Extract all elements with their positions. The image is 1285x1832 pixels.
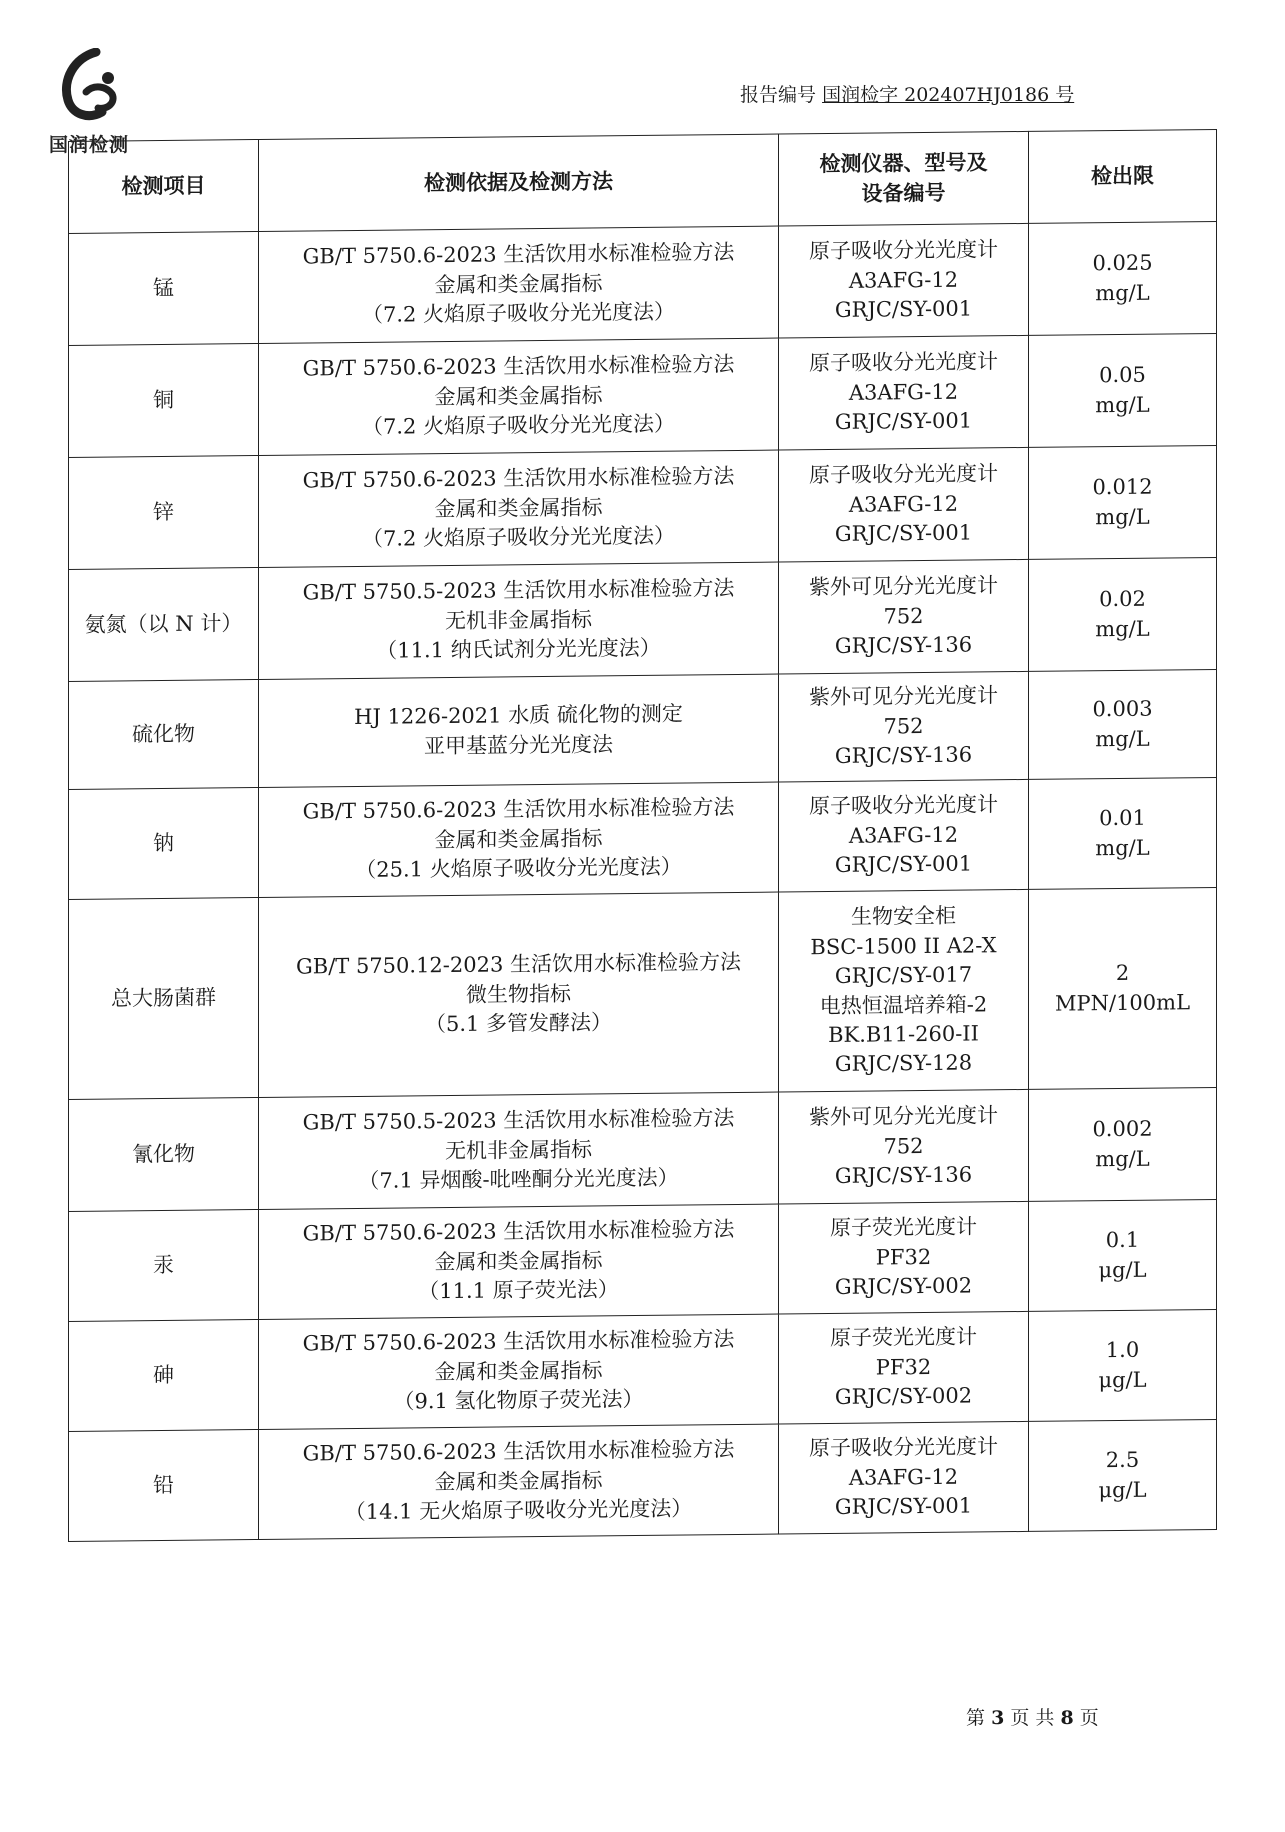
detection-limit-line: 0.003 [1092, 696, 1153, 722]
detection-limit-line: 2.5 [1105, 1447, 1140, 1473]
instrument-line: BK.B11-260-II [828, 1021, 979, 1047]
method-line: GB/T 5750.5-2023 生活饮用水标准检验方法 [302, 1106, 735, 1135]
detection-limit-line: 0.1 [1105, 1227, 1140, 1253]
instrument-line: GRJC/SY-002 [834, 1383, 973, 1410]
header-instrument-line: 检测仪器、型号及 [819, 150, 988, 177]
footer-prefix: 第 [966, 1707, 986, 1729]
instrument-line: 生物安全柜 [851, 904, 956, 930]
instrument-line: GRJC/SY-002 [834, 1273, 973, 1300]
report-number-value: 国润检字 202407HJ0186 号 [822, 84, 1075, 106]
table-row [69, 1419, 1217, 1541]
header-item: 检测项目 [69, 140, 259, 234]
table-row [69, 887, 1217, 1099]
method-cell [259, 782, 779, 897]
instrument-line: A3AFG-12 [848, 1464, 959, 1490]
detection-limit-cell [1029, 1309, 1217, 1421]
header-instrument [779, 131, 1029, 226]
instrument-line: 原子吸收分光光度计 [809, 349, 998, 376]
instrument-line: 原子荧光光度计 [830, 1214, 977, 1241]
table-row [69, 1087, 1217, 1211]
detection-limit-cell [1029, 777, 1217, 889]
instrument-line: GRJC/SY-001 [834, 296, 973, 323]
instrument-line: PF32 [875, 1244, 932, 1270]
method-line: GB/T 5750.12-2023 生活饮用水标准检验方法 [295, 950, 742, 980]
detection-limit-line: mg/L [1095, 392, 1150, 417]
header-limit: 检出限 [1029, 129, 1217, 223]
method-cell [259, 450, 779, 567]
test-item-cell: 锰 [69, 232, 259, 346]
detection-limit-cell [1029, 445, 1217, 559]
table-row [69, 557, 1217, 681]
table-row [69, 333, 1217, 457]
detection-limit-line: 0.02 [1099, 586, 1146, 612]
method-line: 金属和类金属指标 [434, 1248, 603, 1274]
instrument-line: PF32 [875, 1354, 932, 1380]
detection-limit-cell [1029, 669, 1217, 779]
test-item-cell: 氨氮（以 N 计） [69, 568, 259, 682]
header-instrument-line: 设备编号 [861, 180, 946, 206]
method-line: GB/T 5750.6-2023 生活饮用水标准检验方法 [302, 795, 735, 824]
instrument-line: GRJC/SY-001 [834, 851, 973, 878]
detection-limit-line: 0.012 [1092, 474, 1153, 500]
instrument-cell [779, 1201, 1029, 1314]
instrument-cell [779, 447, 1029, 562]
test-item-cell: 总大肠菌群 [69, 898, 259, 1100]
method-line: 金属和类金属指标 [434, 271, 603, 297]
instrument-line: GRJC/SY-136 [834, 632, 973, 659]
method-line: （7.2 火焰原子吸收分光光度法） [361, 411, 676, 440]
header-method: 检测依据及检测方法 [259, 134, 779, 231]
table-row [69, 777, 1217, 899]
detection-limit-line: μg/L [1098, 1477, 1147, 1502]
method-line: （11.1 原子荧光法） [418, 1277, 619, 1304]
method-line: GB/T 5750.6-2023 生活饮用水标准检验方法 [302, 352, 735, 381]
method-line: 金属和类金属指标 [434, 495, 603, 521]
instrument-line: A3AFG-12 [848, 379, 959, 405]
table-row [69, 1199, 1217, 1321]
instrument-line: 原子吸收分光光度计 [809, 461, 998, 488]
instrument-line: GRJC/SY-001 [834, 408, 973, 435]
instrument-cell [779, 1311, 1029, 1424]
instrument-cell [779, 671, 1029, 782]
detection-limit-line: μg/L [1098, 1367, 1147, 1392]
method-line: （11.1 纳氏试剂分光光度法） [376, 635, 661, 663]
instrument-line: 原子荧光光度计 [830, 1324, 977, 1351]
instrument-line: 752 [883, 713, 924, 739]
test-item-cell: 铜 [69, 344, 259, 458]
instrument-cell [779, 223, 1029, 338]
detection-limit-cell [1029, 887, 1217, 1089]
footer-suffix: 页 [1079, 1707, 1099, 1729]
method-line: （25.1 火焰原子吸收分光光度法） [355, 854, 682, 883]
test-methods-table [68, 129, 1217, 1542]
method-line: 无机非金属指标 [445, 607, 592, 633]
instrument-line: A3AFG-12 [848, 491, 959, 517]
method-cell [259, 338, 779, 455]
method-cell [259, 226, 779, 343]
detection-limit-line: 0.002 [1092, 1116, 1153, 1142]
method-line: 金属和类金属指标 [434, 1468, 603, 1494]
test-item-cell: 铅 [69, 1430, 259, 1542]
method-line: （7.2 火焰原子吸收分光光度法） [361, 299, 676, 328]
detection-limit-line: MPN/100mL [1054, 989, 1191, 1016]
method-cell [259, 1424, 779, 1539]
instrument-line: A3AFG-12 [848, 267, 959, 293]
method-cell [259, 562, 779, 679]
instrument-line: 原子吸收分光光度计 [809, 792, 998, 819]
method-line: GB/T 5750.5-2023 生活饮用水标准检验方法 [302, 576, 735, 605]
detection-limit-cell [1029, 1199, 1217, 1311]
instrument-line: 电热恒温培养箱-2 [819, 991, 988, 1018]
instrument-line: BSC-1500 II A2-X [810, 932, 997, 959]
detection-limit-line: mg/L [1095, 280, 1150, 305]
method-line: 金属和类金属指标 [434, 383, 603, 409]
method-cell [259, 1092, 779, 1209]
instrument-cell [779, 1089, 1029, 1204]
method-cell [259, 674, 779, 787]
detection-limit-line: 0.025 [1092, 250, 1153, 276]
instrument-line: GRJC/SY-001 [834, 1493, 973, 1520]
instrument-line: 752 [883, 603, 924, 629]
detection-limit-line: 0.05 [1099, 362, 1146, 388]
instrument-line: A3AFG-12 [848, 822, 959, 848]
method-line: 亚甲基蓝分光光度法 [424, 731, 613, 758]
method-line: （14.1 无火焰原子吸收分光光度法） [344, 1496, 693, 1525]
test-item-cell: 汞 [69, 1210, 259, 1322]
detection-limit-line: 0.01 [1099, 805, 1146, 831]
detection-limit-line: mg/L [1095, 616, 1150, 641]
method-line: （5.1 多管发酵法） [424, 1010, 613, 1037]
page-footer [966, 1703, 1099, 1730]
footer-total-pages: 8 [1060, 1707, 1074, 1729]
method-line: GB/T 5750.6-2023 生活饮用水标准检验方法 [302, 464, 735, 493]
table-row [69, 221, 1217, 345]
instrument-line: 紫外可见分光光度计 [809, 683, 998, 710]
instrument-line: 原子吸收分光光度计 [809, 237, 998, 264]
instrument-cell [779, 889, 1029, 1092]
method-line: 微生物指标 [466, 981, 571, 1007]
instrument-line: 紫外可见分光光度计 [809, 573, 998, 600]
test-item-cell: 氰化物 [69, 1098, 259, 1212]
method-line: （9.1 氢化物原子荧光法） [393, 1387, 644, 1414]
detection-limit-cell [1029, 1087, 1217, 1201]
instrument-cell [779, 559, 1029, 674]
method-line: GB/T 5750.6-2023 生活饮用水标准检验方法 [302, 240, 735, 269]
detection-limit-line: mg/L [1095, 1146, 1150, 1171]
instrument-line: 紫外可见分光光度计 [809, 1103, 998, 1130]
method-cell [259, 1314, 779, 1429]
method-cell [259, 1204, 779, 1319]
method-line: （7.2 火焰原子吸收分光光度法） [361, 523, 676, 552]
instrument-line: 原子吸收分光光度计 [809, 1434, 998, 1461]
method-line: （7.1 异烟酸-吡唑酮分光光度法） [358, 1165, 679, 1194]
report-number-label: 报告编号 [740, 84, 817, 106]
method-line: 金属和类金属指标 [434, 826, 603, 852]
instrument-cell [779, 1421, 1029, 1534]
method-line: 无机非金属指标 [445, 1137, 592, 1163]
method-line: GB/T 5750.6-2023 生活饮用水标准检验方法 [302, 1217, 735, 1246]
report-number [740, 80, 1074, 107]
test-item-cell: 硫化物 [69, 680, 259, 790]
method-line: 金属和类金属指标 [434, 1358, 603, 1384]
detection-limit-cell [1029, 557, 1217, 671]
logo-mark-icon [56, 48, 128, 134]
detection-limit-line: mg/L [1095, 726, 1150, 751]
detection-limit-cell [1029, 221, 1217, 335]
table-header-row [69, 129, 1217, 233]
table-row [69, 1309, 1217, 1431]
method-line: GB/T 5750.6-2023 生活饮用水标准检验方法 [302, 1437, 735, 1466]
instrument-line: GRJC/SY-001 [834, 520, 973, 547]
method-line: HJ 1226-2021 水质 硫化物的测定 [354, 701, 683, 730]
table-row [69, 445, 1217, 569]
method-cell [259, 892, 779, 1097]
detection-limit-cell [1029, 1419, 1217, 1531]
detection-limit-line: μg/L [1098, 1257, 1147, 1282]
instrument-line: GRJC/SY-136 [834, 742, 973, 769]
test-item-cell: 钠 [69, 788, 259, 900]
method-line: GB/T 5750.6-2023 生活饮用水标准检验方法 [302, 1327, 735, 1356]
instrument-cell [779, 779, 1029, 892]
instrument-line: 752 [883, 1133, 924, 1159]
detection-limit-line: 2 [1115, 960, 1130, 986]
test-item-cell: 砷 [69, 1320, 259, 1432]
instrument-line: GRJC/SY-017 [834, 962, 973, 989]
instrument-line: GRJC/SY-128 [834, 1050, 973, 1077]
footer-page-number: 3 [991, 1707, 1005, 1729]
test-item-cell: 锌 [69, 456, 259, 570]
instrument-cell [779, 335, 1029, 450]
detection-limit-line: 1.0 [1105, 1337, 1140, 1363]
detection-limit-cell [1029, 333, 1217, 447]
table-row [69, 669, 1217, 789]
instrument-line: GRJC/SY-136 [834, 1162, 973, 1189]
detection-limit-line: mg/L [1095, 504, 1150, 529]
footer-middle: 页 共 [1010, 1707, 1055, 1729]
logo-text: 国润检测 [48, 134, 129, 156]
detection-limit-line: mg/L [1095, 835, 1150, 860]
